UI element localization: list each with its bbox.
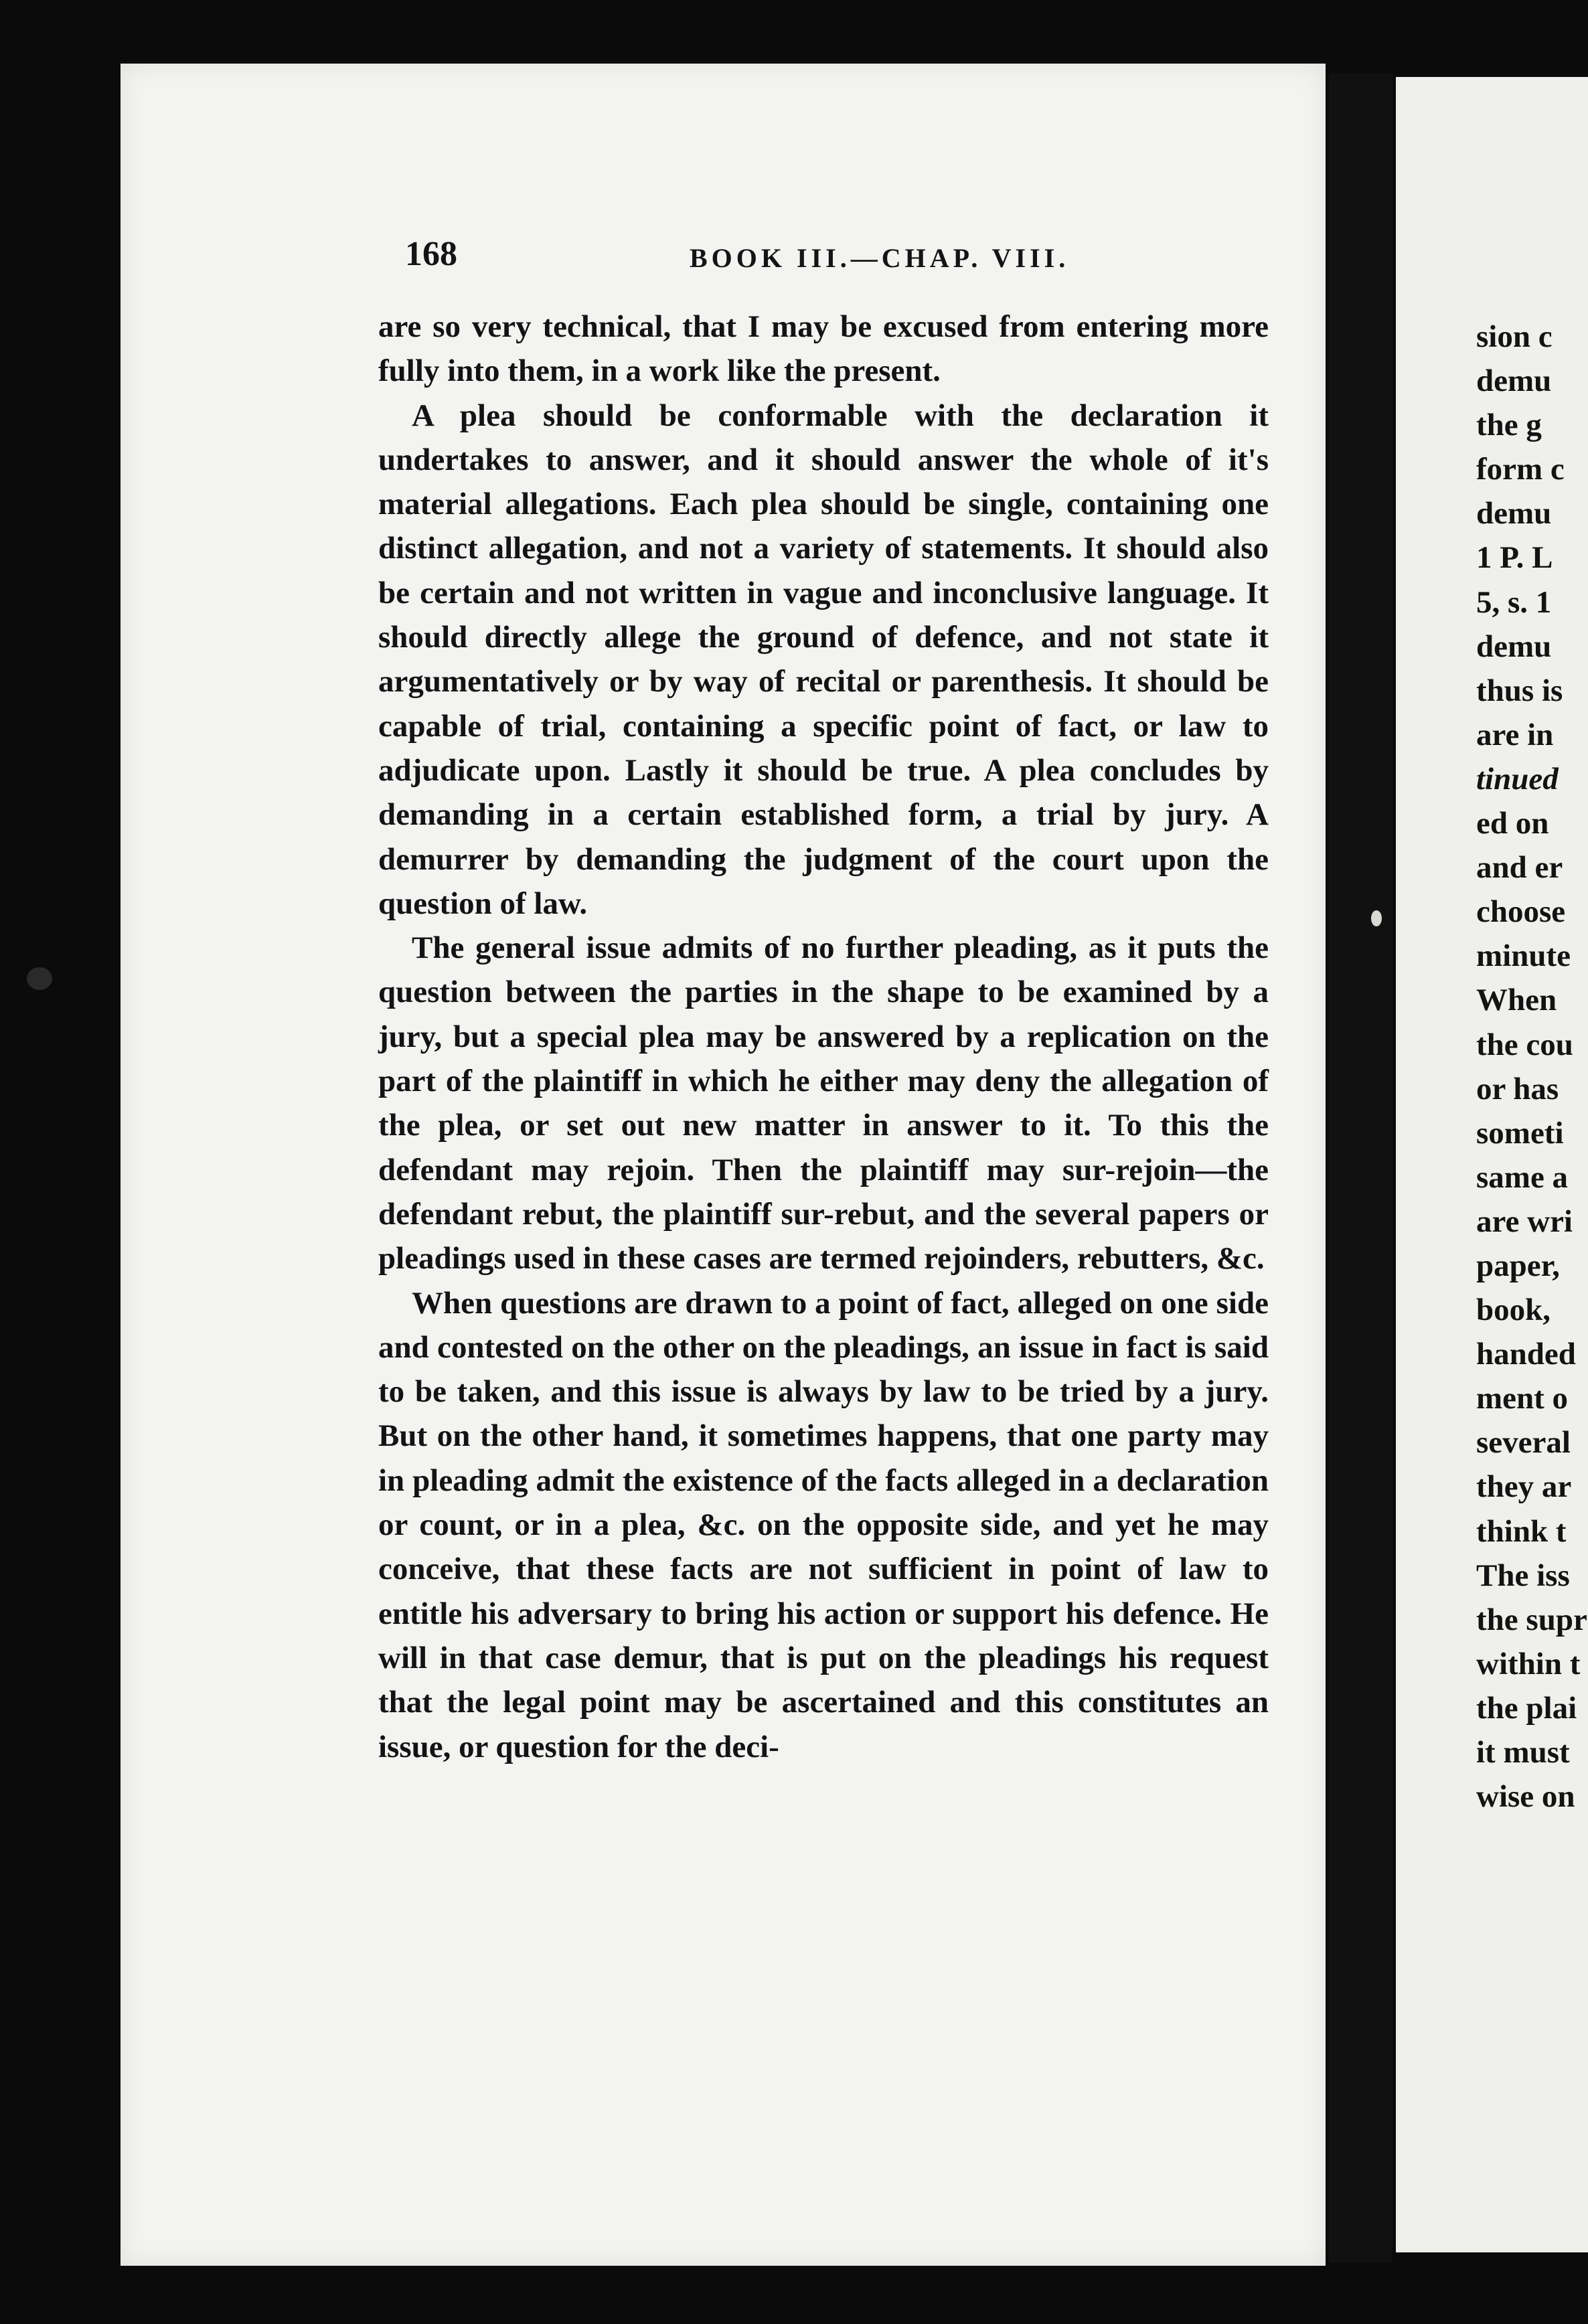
text-fragment: and er bbox=[1476, 850, 1563, 886]
text-fragment: minute bbox=[1476, 938, 1571, 974]
text-fragment: choose bbox=[1476, 894, 1566, 930]
text-fragment: several bbox=[1476, 1425, 1571, 1461]
text-fragment: the cou bbox=[1476, 1027, 1573, 1062]
text-fragment: the plai bbox=[1476, 1690, 1577, 1726]
text-fragment: paper, bbox=[1476, 1248, 1560, 1283]
text-fragment: are in bbox=[1476, 717, 1554, 752]
left-page-body bbox=[378, 305, 1269, 2018]
text-fragment: form c bbox=[1476, 452, 1565, 487]
chapter-heading: BOOK III.—CHAP. VIII. bbox=[690, 243, 1070, 273]
text-fragment: ed on bbox=[1476, 806, 1549, 841]
paragraph: A plea should be conformable with the declaration it undertakes to answer, and it should answer the whole of it's material allegations. Each plea should be single, containing one distinct allegation, and not a variety of statements. It should also be certain and not written in vague and inconclusive language. It should directly allege the ground of defence, and not state it argumentatively or by way of recital or parenthesis. It should be capable of trial, containing a specific point of fact, or law to adjudicate upon. Lastly it should be true. A plea concludes by demanding in a certain established form, a trial by jury. A demurrer by demanding the judgment of the court upon the question of law. bbox=[378, 398, 1269, 921]
ink-smudge bbox=[27, 967, 52, 990]
text-fragment: handed bbox=[1476, 1337, 1576, 1372]
paragraph: are so very technical, that I may be excused from entering more fully into them, in a work like the present. bbox=[378, 309, 1269, 389]
text-fragment: think t bbox=[1476, 1513, 1567, 1549]
running-head bbox=[281, 234, 1272, 288]
text-fragment: tinued bbox=[1476, 761, 1559, 797]
text-fragment: they ar bbox=[1476, 1469, 1572, 1505]
text-fragment: 5, s. 1 bbox=[1476, 584, 1552, 620]
text-fragment: the g bbox=[1476, 408, 1542, 443]
text-fragment: it must bbox=[1476, 1735, 1570, 1770]
paragraph: When questions are drawn to a point of fact, alleged on one side and contested on the other on the pleadings, an issue in fact is said to be taken, and this issue is always by law to be tried by a jury. But on the other hand, it sometimes happens, that one party may in pleading admit the existence of the facts alleged in a declaration or count, or in a plea, &c. on the opposite side, and yet he may conceive, that these facts are not sufficient in point of law to entitle his adversary to bring his action or support his defence. He will in that case demur, that is put on the pleadings his request that the legal point may be ascertained and this constitutes an issue, or question for the deci- bbox=[378, 1285, 1269, 1764]
text-fragment: thus is bbox=[1476, 673, 1563, 708]
text-fragment: demu bbox=[1476, 629, 1552, 664]
text-fragment: or has bbox=[1476, 1071, 1559, 1106]
text-fragment: are wri bbox=[1476, 1204, 1573, 1239]
text-fragment: The iss bbox=[1476, 1558, 1570, 1593]
text-fragment: ment o bbox=[1476, 1381, 1569, 1416]
page-number: 168 bbox=[405, 235, 457, 273]
text-fragment: book, bbox=[1476, 1293, 1551, 1328]
text-fragment: the supr bbox=[1476, 1602, 1587, 1637]
text-fragment: When bbox=[1476, 983, 1557, 1018]
text-fragment: demu bbox=[1476, 496, 1552, 531]
right-page-text-fragments bbox=[1476, 315, 1588, 1819]
text-fragment: same a bbox=[1476, 1159, 1569, 1195]
ink-smudge bbox=[1371, 910, 1382, 926]
text-fragment: 1 P. L bbox=[1476, 540, 1553, 576]
text-fragment: demu bbox=[1476, 363, 1552, 399]
text-fragment: sion c bbox=[1476, 319, 1553, 354]
book-gutter bbox=[1329, 74, 1393, 2262]
paragraph: The general issue admits of no further pleading, as it puts the question between the parties in the shape to be examined by a jury, but a special plea may be answered by a replication on the part of the plaintiff in which he either may deny the allegation of the plea, or set out new matter in answer to it. To this the defendant may rejoin. Then the plaintiff may sur-rejoin—the defendant rebut, the plaintiff sur-rebut, and the several papers or pleadings used in these cases are termed rejoinders, rebutters, &c. bbox=[378, 930, 1269, 1276]
text-fragment: within t bbox=[1476, 1646, 1581, 1681]
text-fragment: someti bbox=[1476, 1115, 1564, 1151]
text-fragment: wise on bbox=[1476, 1779, 1575, 1815]
